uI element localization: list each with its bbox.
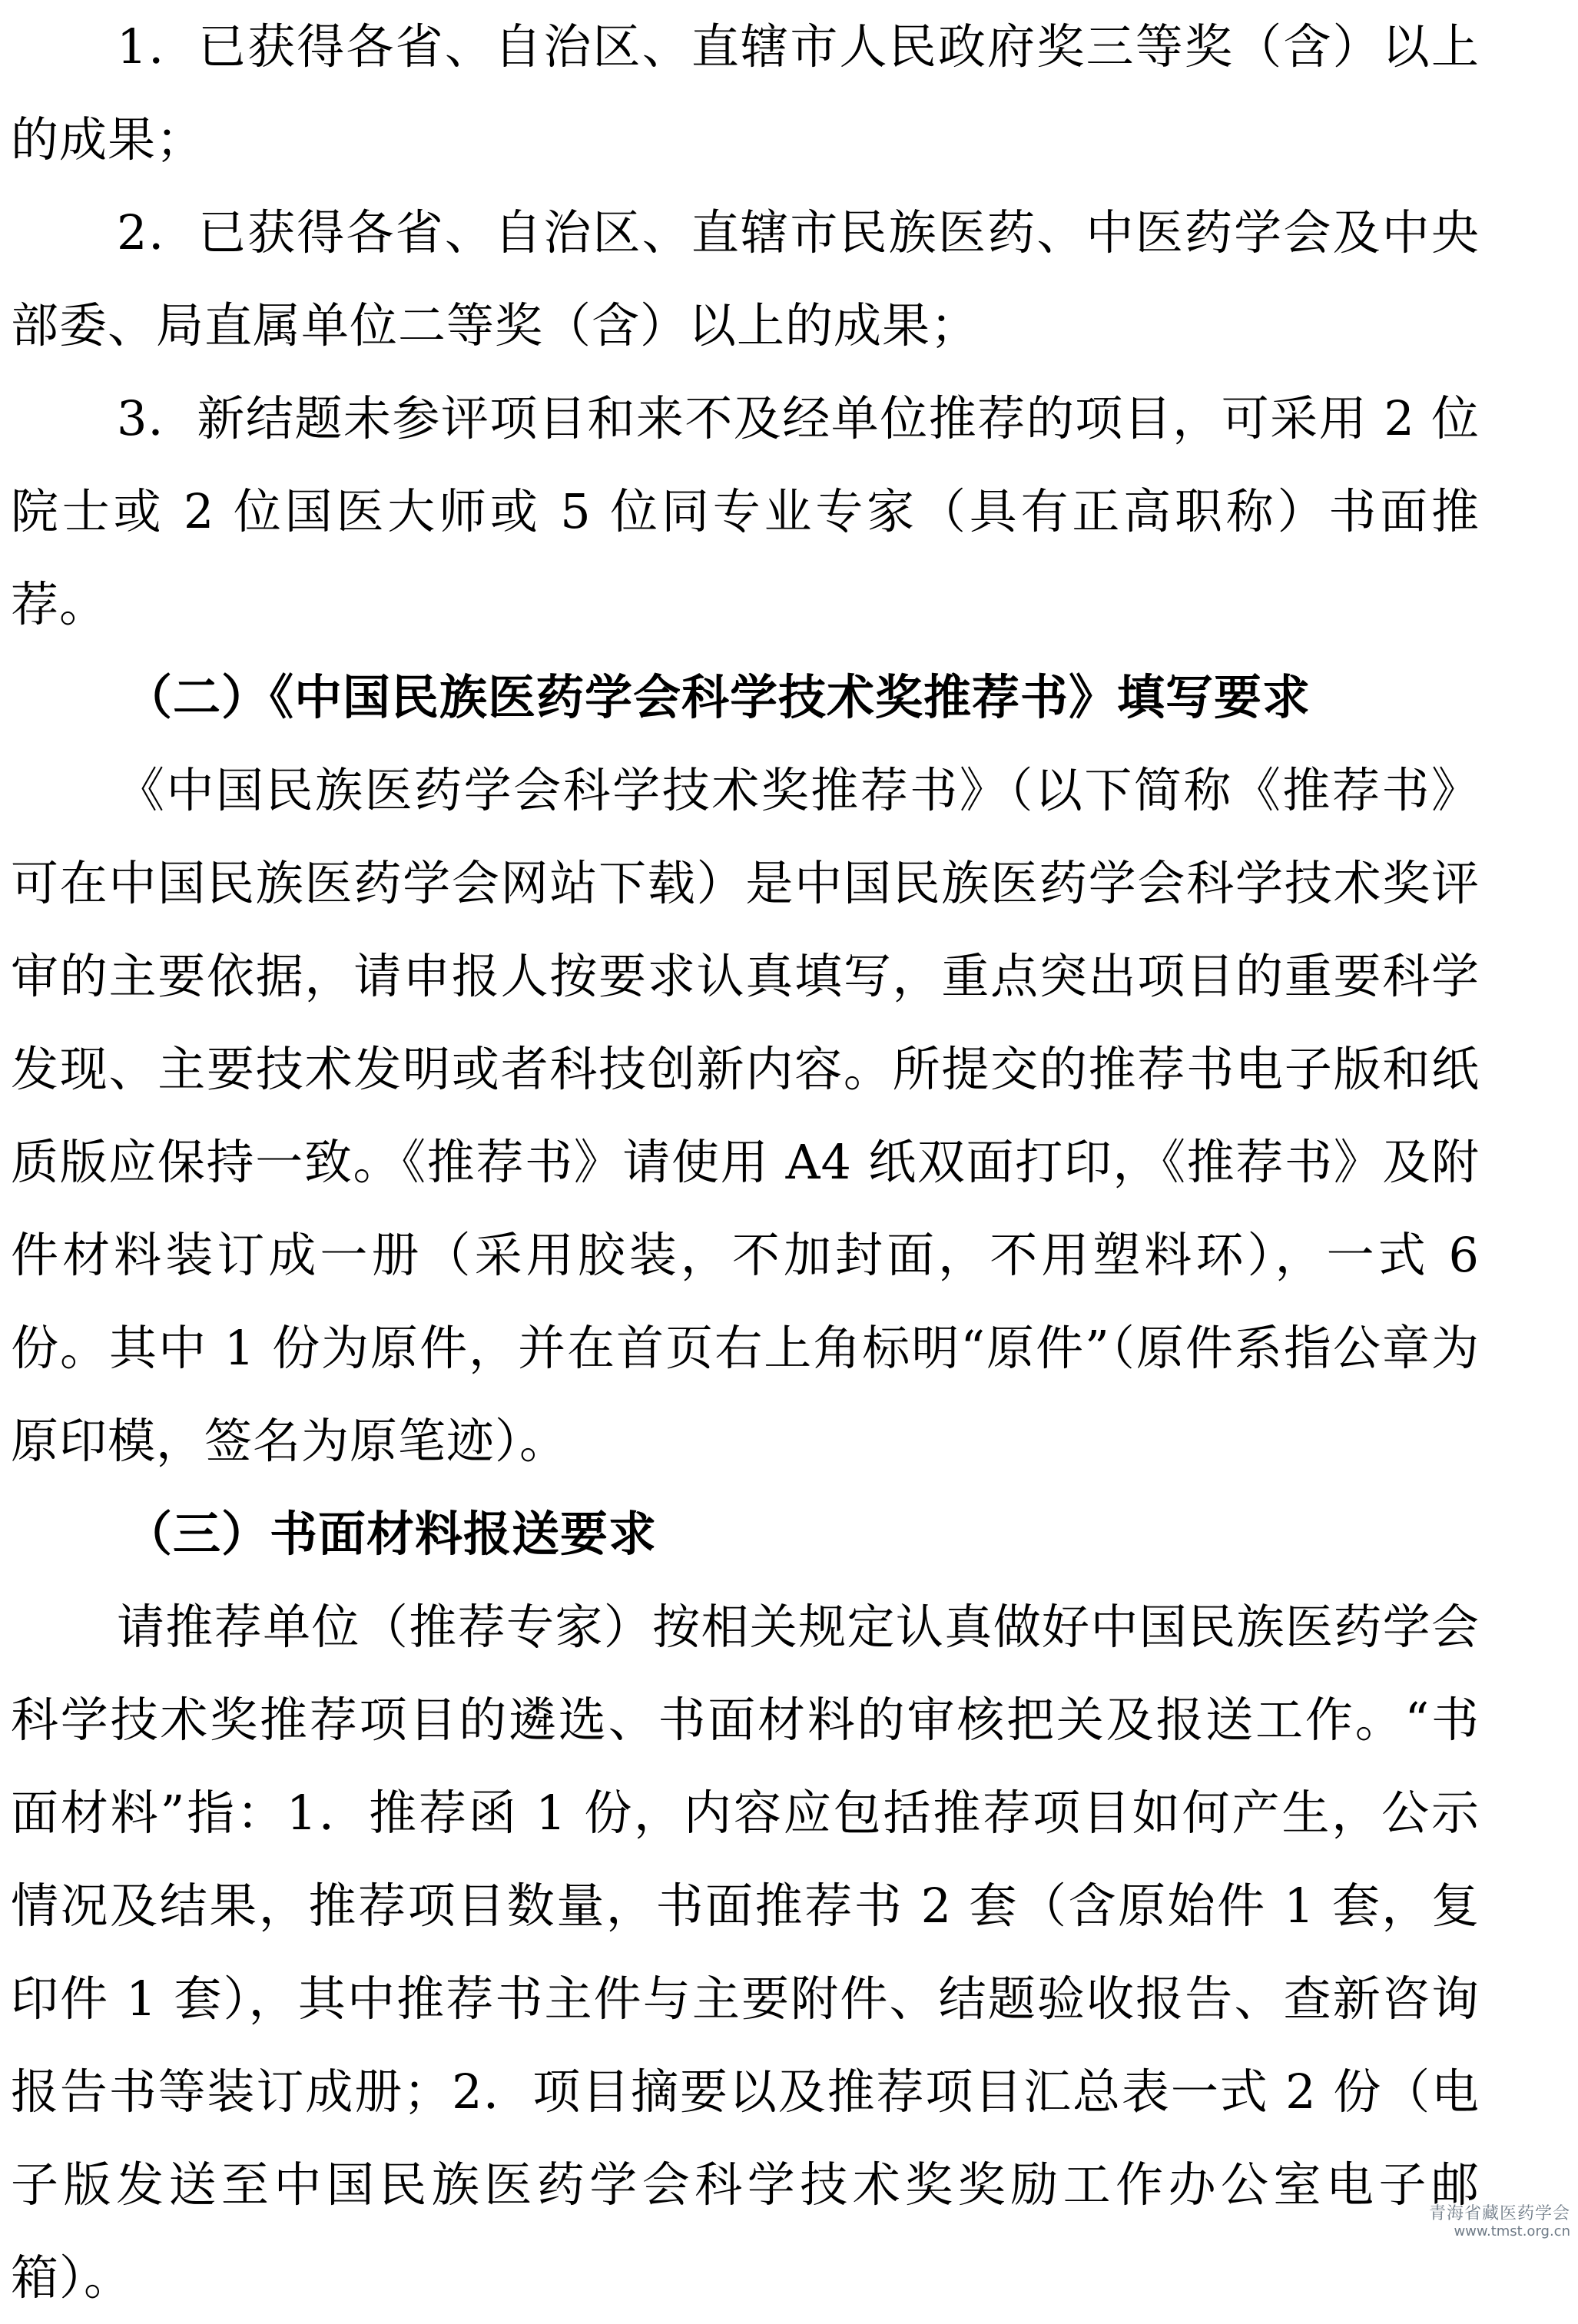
watermark-url: www.tmst.org.cn	[1454, 2223, 1570, 2239]
paragraph-submission: 请推荐单位（推荐专家）按相关规定认真做好中国民族医药学会科学技术奖推荐项目的遴选、书面材料的审核把关及报送工作。“书面材料”指：1．推荐函 1 份，内容应包括推荐项目如何产生，公示情况及结果，推荐项目数量，书面推荐书 2 套（含原始件 1 套，复印件 1 套），其中推荐书主件与主要附件、结题验收报告、查新咨询报告书等装订成册；2．项目摘要以及推荐项目汇总表一式 2 份（电子版发送至中国民族医药学会科学技术奖奖励工作办公室电子邮箱）。	[11, 1599, 1480, 2306]
paragraph-item-3: 3．新结题未参评项目和来不及经单位推荐的项目，可采用 2 位院士或 2 位国医大师或 5 位同专业专家（具有正高职称）书面推荐。	[11, 390, 1480, 632]
paragraph-item-2: 2．已获得各省、自治区、直辖市民族医药、中医药学会及中央部委、局直属单位二等奖（含）以上的成果；	[11, 204, 1480, 353]
section-heading-2: （二）《中国民族医药学会科学技术奖推荐书》填写要求	[124, 669, 1311, 725]
watermark-name: 青海省藏医药学会	[1428, 2204, 1570, 2223]
section-heading-3: （三）书面材料报送要求	[124, 1506, 658, 1562]
paragraph-recommendation-form: 《中国民族医药学会科学技术奖推荐书》（以下简称《推荐书》可在中国民族医药学会网站下载）是中国民族医药学会科学技术奖评审的主要依据，请申报人按要求认真填写，重点突出项目的重要科学发现、主要技术发明或者科技创新内容。所提交的推荐书电子版和纸质版应保持一致。《推荐书》请使用 A4 纸双面打印，《推荐书》及附件材料装订成一册（采用胶装，不加封面，不用塑料环），一式 6 份。其中 1 份为原件，并在首页右上角标明“原件”（原件系指公章为原印模，签名为原笔迹）。	[11, 762, 1480, 1469]
document-page	[11, 0, 1480, 2324]
paragraph-item-1: 1．已获得各省、自治区、直辖市人民政府奖三等奖（含）以上的成果；	[11, 18, 1480, 167]
watermark	[1429, 2204, 1570, 2239]
